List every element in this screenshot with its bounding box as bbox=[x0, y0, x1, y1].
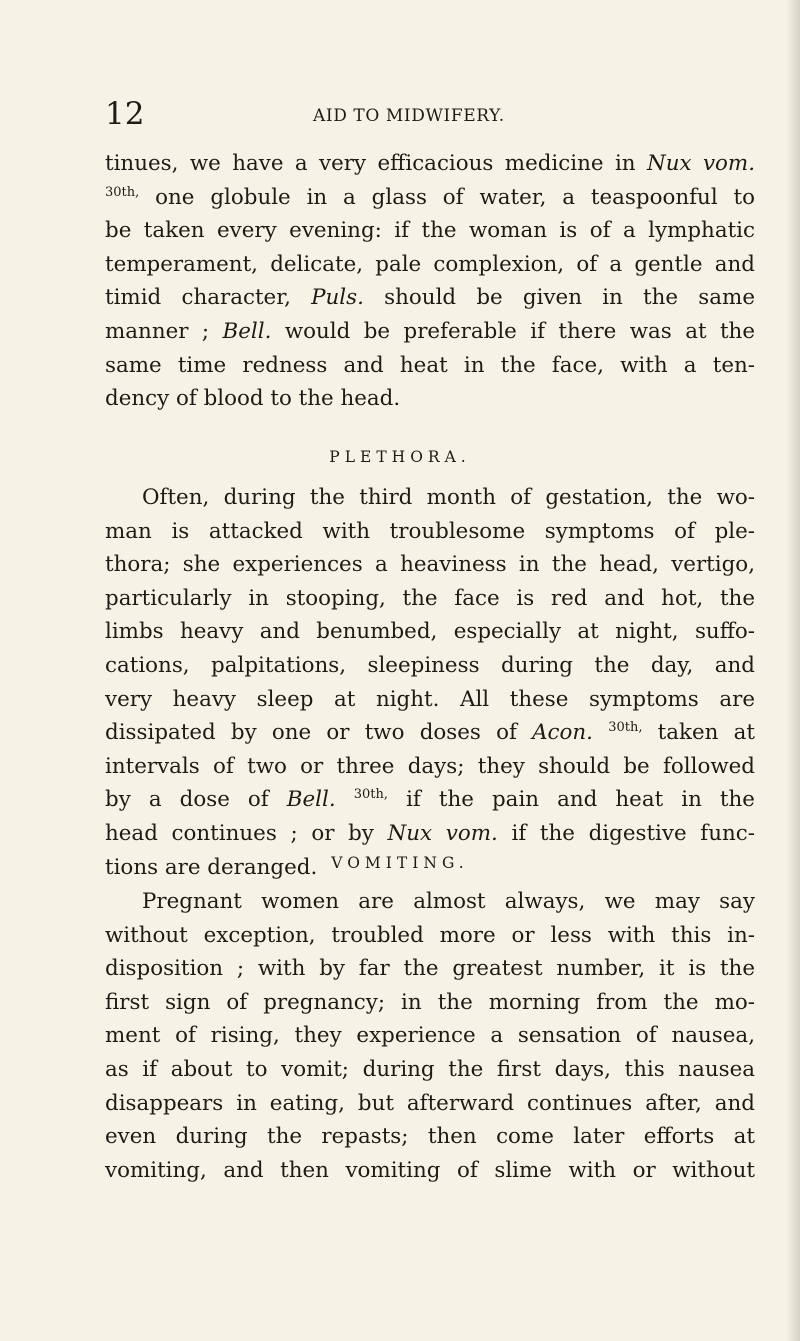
text-line: tinues, we have a very efficacious medicine in Nux vom. bbox=[105, 151, 755, 176]
running-title: AID TO MIDWIFERY. bbox=[313, 106, 505, 126]
page-header bbox=[105, 96, 745, 136]
paragraph-intro bbox=[105, 147, 755, 416]
text-line: temperament, delicate, pale complexion, of a gentle and bbox=[105, 251, 755, 277]
text-line: particularly in stooping, the face is red and hot, the bbox=[105, 585, 755, 611]
text-line: tions are deranged. bbox=[105, 854, 318, 880]
paragraph-plethora bbox=[105, 481, 755, 884]
text-line: same time redness and heat in the face, with a ten- bbox=[105, 352, 755, 378]
text-line: $^{30th,}$ one globule in a glass of water, a teaspoonful to bbox=[105, 184, 755, 210]
remedy-name: Nux vom. bbox=[387, 820, 498, 846]
remedy-name: Nux vom. bbox=[646, 151, 755, 176]
text-line: very heavy sleep at night. All these symptoms are bbox=[105, 686, 755, 712]
page-number: 12 bbox=[105, 96, 145, 132]
section-heading-vomiting: VOMITING. bbox=[331, 854, 469, 872]
text-line: vomiting, and then vomiting of slime with or without bbox=[105, 1157, 755, 1183]
text-line: as if about to vomit; during the first days, this nausea bbox=[105, 1056, 755, 1082]
potency-mark: 30th, bbox=[105, 184, 140, 200]
section-heading-plethora: PLETHORA. bbox=[329, 448, 471, 466]
text-line: dissipated by one or two doses of Acon. $^{30th,}$ taken at bbox=[105, 720, 755, 746]
text-line: first sign of pregnancy; in the morning from the mo- bbox=[105, 989, 755, 1015]
remedy-name: Bell. bbox=[286, 787, 336, 813]
page-edge-shadow bbox=[786, 0, 800, 1341]
text-line: by a dose of Bell. $^{30th,}$ if the pain and heat in the bbox=[105, 787, 755, 813]
text-line: ment of rising, they experience a sensation of nausea, bbox=[105, 1023, 755, 1049]
text-line: Pregnant women are almost always, we may say bbox=[142, 889, 755, 914]
text-line: timid character, Puls. should be given in the same bbox=[105, 285, 755, 311]
text-line: without exception, troubled more or less with this in- bbox=[105, 922, 755, 948]
text-line: Often, during the third month of gestation, the wo- bbox=[142, 485, 755, 510]
text-line: thora; she experiences a heaviness in the head, vertigo, bbox=[105, 552, 755, 578]
potency-mark: 30th, bbox=[353, 787, 389, 803]
text-line: even during the repasts; then come later efforts at bbox=[105, 1124, 755, 1150]
text-line: manner ; Bell. would be preferable if there was at the bbox=[105, 318, 755, 344]
remedy-name: Acon. bbox=[532, 720, 593, 746]
text-line: be taken every evening: if the woman is of a lymphatic bbox=[105, 218, 755, 244]
text-line: limbs heavy and benumbed, especially at night, suffo- bbox=[105, 619, 755, 645]
text-line: cations, palpitations, sleepiness during the day, and bbox=[105, 652, 755, 678]
text-line: man is attacked with troublesome symptoms of ple- bbox=[105, 518, 755, 544]
paragraph-vomiting bbox=[105, 885, 755, 1187]
text-line: intervals of two or three days; they should be followed bbox=[105, 753, 755, 779]
text-line: head continues ; or by Nux vom. if the digestive func- bbox=[105, 820, 755, 846]
remedy-name: Bell. bbox=[222, 318, 272, 344]
text-line: disappears in eating, but afterward continues after, and bbox=[105, 1090, 755, 1116]
text-line: disposition ; with by far the greatest number, it is the bbox=[105, 956, 755, 982]
potency-mark: 30th, bbox=[608, 720, 643, 736]
remedy-name: Puls. bbox=[311, 285, 364, 311]
text-line: dency of blood to the head. bbox=[105, 386, 401, 412]
